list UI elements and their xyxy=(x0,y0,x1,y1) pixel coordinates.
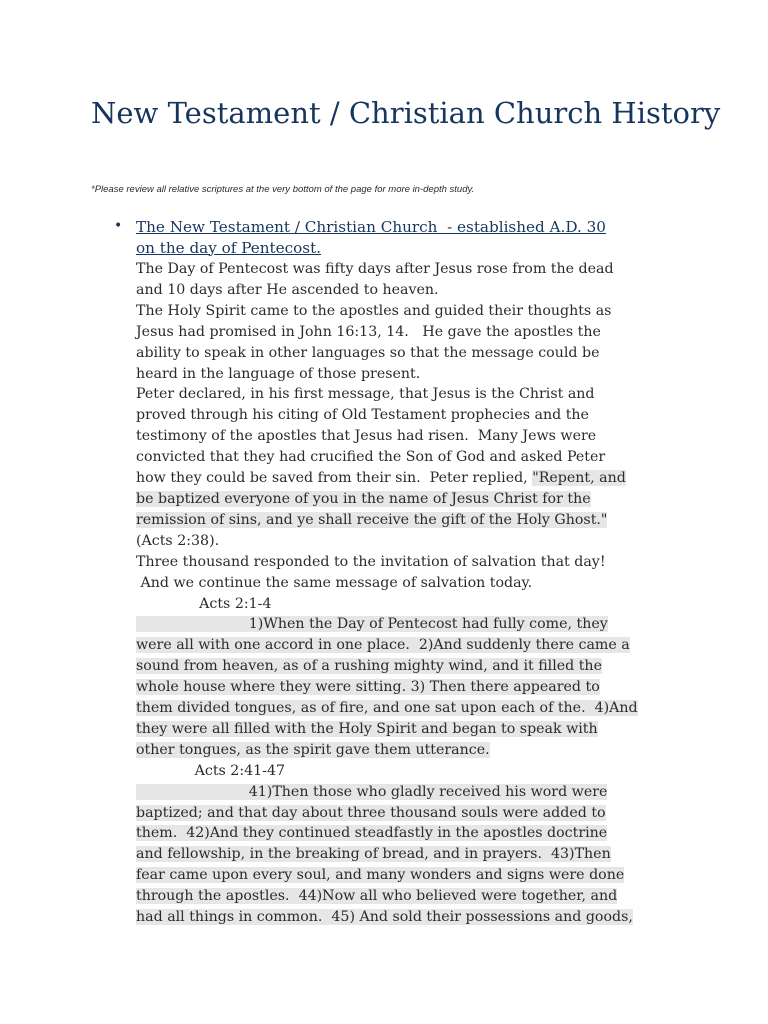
quote-highlight: remission of sins, and ye shall receive the gift of the Holy Ghost." xyxy=(136,511,608,528)
scripture-line xyxy=(136,844,696,865)
scripture-text: them divided tongues, as of fire, and one sat upon each of the. 4)And xyxy=(136,700,638,717)
scripture-text: them. 42)And they continued steadfastly in the apostles doctrine xyxy=(136,825,608,842)
body-text: how they could be saved from their sin. Peter replied, xyxy=(136,470,533,487)
scripture-acts-2-1-4 xyxy=(136,594,696,761)
body-line: testimony of the apostles that Jesus had risen. Many Jews were xyxy=(136,428,597,445)
quote-highlight: "Repent, and xyxy=(532,470,626,487)
heading-line: on the day of Pentecost. xyxy=(136,238,322,257)
review-note xyxy=(91,184,474,195)
scripture-text: baptized; and that day about three thousand souls were added to xyxy=(136,804,606,821)
heading-line: The New Testament / Christian Church - established A.D. 30 xyxy=(136,218,606,236)
scripture-line xyxy=(136,698,696,719)
scripture-text: sound from heaven, as of a rushing mighty wind, and it filled the xyxy=(136,658,602,675)
body-line: Peter declared, in his first message, that Jesus is the Christ and xyxy=(136,386,595,403)
scripture-line xyxy=(136,635,696,656)
page-title: New Testament / Christian Church History xyxy=(91,96,721,130)
scripture-text: they were all filled with the Holy Spirit and began to speak with xyxy=(136,720,598,737)
scripture-text: through the apostles. 44)Now all who believed were together, and xyxy=(136,888,618,905)
scripture-text: were all with one accord in one place. 2)And suddenly there came a xyxy=(136,637,630,654)
scripture-acts-2-41-47 xyxy=(136,761,696,928)
body-line: Jesus had promised in John 16:13, 14. He gave the apostles the xyxy=(136,323,601,340)
body-line: and 10 days after He ascended to heaven. xyxy=(136,281,439,298)
note-asterisk: * xyxy=(91,184,95,195)
body-line: The Day of Pentecost was fifty days after Jesus rose from the dead xyxy=(136,261,614,277)
body-paragraph xyxy=(136,259,696,594)
scripture-line xyxy=(136,907,696,928)
scripture-text: whole house where they were sitting. 3) Then there appeared to xyxy=(136,679,600,696)
scripture-reference: Acts 2:41-47 xyxy=(136,762,286,779)
body-line: proved through his citing of Old Testament prophecies and the xyxy=(136,407,589,424)
scripture-text: had all things in common. 45) And sold their possessions and goods, xyxy=(136,909,633,926)
scripture-text: 1)When the Day of Pentecost had fully come, they xyxy=(136,616,608,633)
scripture-line xyxy=(136,719,696,740)
body-line: heard in the language of those present. xyxy=(136,365,421,382)
body-line: convicted that they had crucified the Son of God and asked Peter xyxy=(136,449,606,466)
scripture-line xyxy=(136,803,696,824)
body-line: Three thousand responded to the invitation of salvation that day! xyxy=(136,553,606,570)
body-line: And we continue the same message of salvation today. xyxy=(136,574,533,591)
scripture-text: 41)Then those who gladly received his word were xyxy=(136,783,608,800)
scripture-line xyxy=(136,740,696,761)
quote-line xyxy=(136,489,696,510)
scripture-line xyxy=(136,782,696,803)
quote-highlight: be baptized everyone of you in the name of Jesus Christ for the xyxy=(136,490,591,507)
scripture-line xyxy=(136,886,696,907)
body-line: The Holy Spirit came to the apostles and guided their thoughts as xyxy=(136,302,612,319)
scripture-line xyxy=(136,614,696,635)
section-heading[interactable] xyxy=(136,217,696,258)
note-text: Please review all relative scriptures at the very bottom of the page for more in-depth study. xyxy=(94,184,475,195)
scripture-line xyxy=(136,656,696,677)
quote-line xyxy=(136,510,696,531)
scripture-line xyxy=(136,677,696,698)
body-line xyxy=(136,468,696,489)
bullet-marker: • xyxy=(114,218,123,234)
scripture-text: and fellowship, in the breaking of bread, and in prayers. 43)Then xyxy=(136,846,611,863)
body-line: ability to speak in other languages so that the message could be xyxy=(136,344,600,361)
scripture-line xyxy=(136,865,696,886)
section-content xyxy=(136,217,696,928)
scripture-reference: Acts 2:1-4 xyxy=(136,595,272,612)
body-line: (Acts 2:38). xyxy=(136,532,220,549)
scripture-text: other tongues, as the spirit gave them utterance. xyxy=(136,741,490,758)
scripture-text: fear came upon every soul, and many wonders and signs were done xyxy=(136,867,625,884)
scripture-line xyxy=(136,823,696,844)
